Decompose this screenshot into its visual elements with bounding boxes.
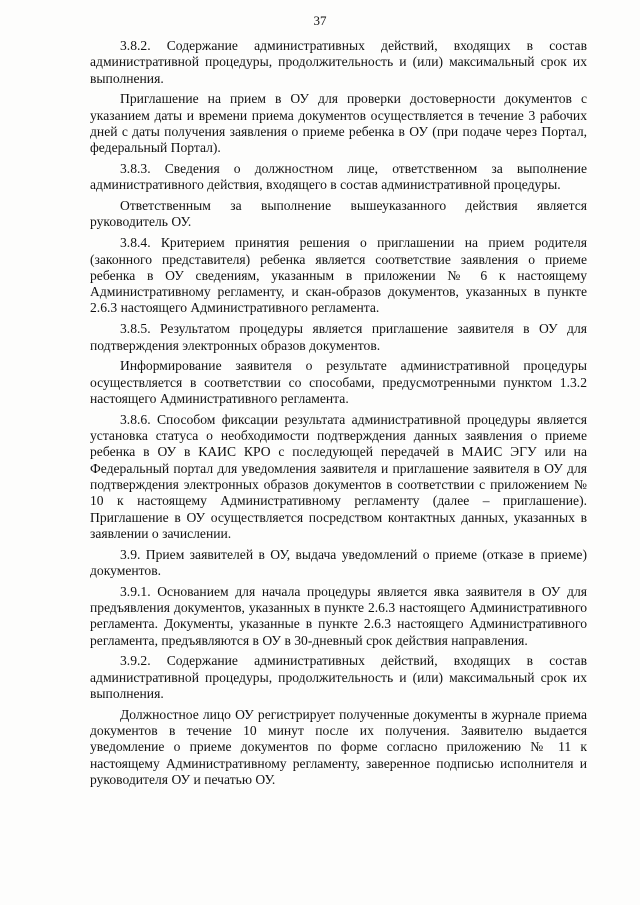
paragraph-3-8-5: 3.8.5. Результатом процедуры является приглашение заявителя в ОУ для подтверждения электронных образов документов. [90,321,587,353]
page-number: 37 [313,13,327,28]
paragraph-informing: Информирование заявителя о результате административной процедуры осуществляется в соответствии со способами, предусмотренными пунктом 1.3.2 настоящего Административного регламента. [90,358,587,406]
paragraph-3-8-4: 3.8.4. Критерием принятия решения о приглашении на прием родителя (законного представителя) ребенка является соответствие заявления о приеме ребенка в ОУ сведениям, указанным в приложении № 6 к настоящему Административному регламенту, и скан-образов документов, указанных в пункте 2.6.3 настоящего Административного регламента. [90,235,587,316]
paragraph-3-9: 3.9. Прием заявителей в ОУ, выдача уведомлений о приеме (отказе в приеме) документов. [90,546,587,578]
paragraph-3-8-3: 3.8.3. Сведения о должностном лице, ответственном за выполнение административного действия, входящего в состав административной процедуры. [90,161,587,193]
paragraph-registration: Должностное лицо ОУ регистрирует полученные документы в журнале приема документов в течение 10 минут после их получения. Заявителю выдается уведомление о приеме документов по форме согласно приложению № 11 к настоящему Административному регламенту, заверенное подписью исполнителя и руководителя ОУ и печатью ОУ. [90,706,587,787]
paragraph-invitation: Приглашение на прием в ОУ для проверки достоверности документов с указанием даты и времени приема документов осуществляется в течение 3 рабочих дней с даты получения заявления о приеме ребенка в ОУ (при подаче через Портал, федеральный Портал). [90,91,587,156]
paragraph-responsible: Ответственным за выполнение вышеуказанного действия является руководитель ОУ. [90,198,587,230]
paragraph-3-8-2: 3.8.2. Содержание административных действий, входящих в состав административной процедуры, продолжительность и (или) максимальный срок их выполнения. [90,38,587,86]
paragraph-3-9-2: 3.9.2. Содержание административных действий, входящих в состав административной процедуры, продолжительность и (или) максимальный срок их выполнения. [90,653,587,701]
document-body [90,38,587,793]
paragraph-3-8-6: 3.8.6. Способом фиксации результата административной процедуры является установка статуса о необходимости подтверждения данных заявления о приеме ребенка в ОУ в КАИС КРО с последующей передачей в МАИС ЭГУ или на Федеральный портал для уведомления заявителя и приглашение заявителя в ОУ для подтверждения электронных образов документов в соответствии с приложением № 10 к настоящему Административному регламенту (далее – приглашение). Приглашение в ОУ осуществляется посредством контактных данных, указанных в заявлении о зачислении. [90,411,587,541]
paragraph-3-9-1: 3.9.1. Основанием для начала процедуры является явка заявителя в ОУ для предъявления документов, указанных в пункте 2.6.3 настоящего Административного регламента. Документы, указанные в пункте 2.6.3 настоящего Административного регламента, предъявляются в ОУ в 30-дневный срок действия направления. [90,583,587,648]
